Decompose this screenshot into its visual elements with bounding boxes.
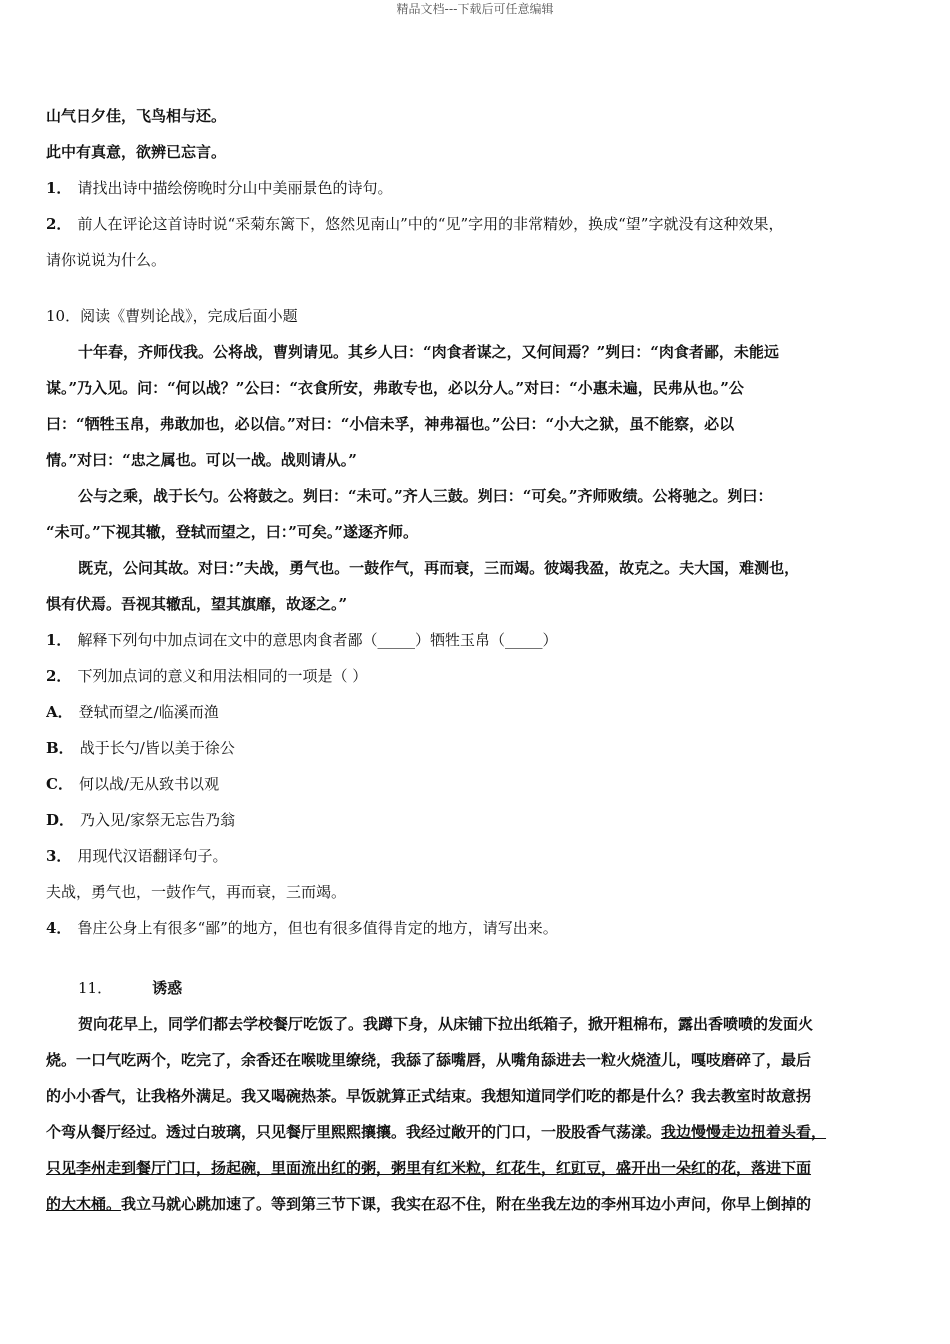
dotted-word: · 鄙	[347, 631, 362, 649]
option-text: 登轼	[78, 703, 109, 721]
passage-title: 诱惑	[152, 979, 183, 997]
poem-line-2: 此中有真意，欲辨已忘言。	[46, 143, 227, 161]
dotted-word: · 于	[190, 739, 205, 757]
question-number: 1．	[46, 631, 72, 649]
passage-line: 烧。一口气吃两个，吃完了，余香还在喉咙里缭绕，我舔了舔嘴唇，从嘴角舔进去一粒火烧渣儿，嘎吱磨碎了，最后	[46, 1051, 812, 1069]
document-body	[46, 98, 904, 1222]
passage-line	[46, 1150, 904, 1186]
passage-line: 既克，公问其故。对曰：”夫战，勇气也。一鼓作气，再而衰，三而竭。彼竭我盈，故克之。夫大国，难测也，	[78, 559, 800, 577]
option-label: A．	[46, 703, 73, 721]
passage-line: 十年春，齐师伐我。公将战，曹刿请见。其乡人曰：“肉食者谋之，又何间焉？”刿曰：“肉食者鄙，未能远	[78, 343, 779, 361]
option-a	[46, 694, 904, 730]
option-text: 渔	[203, 703, 219, 721]
dotted-word: · 乃	[80, 811, 95, 829]
question-number: 2．	[46, 667, 72, 685]
passage-line	[46, 1186, 904, 1222]
question-number: 3．	[46, 847, 72, 865]
question-number: 4．	[46, 919, 72, 937]
answer-blank: 牲玉帛（_____）	[445, 631, 558, 649]
option-c	[46, 766, 904, 802]
option-text: 观	[204, 775, 220, 793]
dotted-word: · 乃	[205, 811, 220, 829]
option-text: 入见/家祭无忘告	[95, 811, 206, 829]
question-text: 用现代汉语翻译句子。	[77, 847, 228, 865]
passage-line: 谋。”乃入见。问：“何以战？”公曰：“衣食所安，弗敢专也，必以分人。”对曰：“小惠未遍，民弗从也。”公	[46, 379, 744, 397]
question-9-1	[46, 170, 904, 206]
sub-question-3-text: 夫战，勇气也，一鼓作气，再而衰，三而竭。	[46, 883, 347, 901]
option-text: 翁	[220, 811, 236, 829]
question-text: 解释下列句中加点词在文中的意思肉食者	[77, 631, 348, 649]
passage-line: 公与之乘，战于长勺。公将鼓之。刿曰：“未可。”齐人三鼓。刿曰：“可矣。”齐师败绩。公将驰之。刿曰：	[78, 487, 773, 505]
question-9-2-cont: 请你说说为什么。	[46, 251, 167, 269]
option-text: 战/无从致书	[108, 775, 190, 793]
option-d	[46, 802, 904, 838]
dotted-word: · 牺	[430, 631, 445, 649]
question-number: 2．	[46, 215, 72, 233]
option-text: 何	[78, 775, 94, 793]
option-text: 望之/临溪	[123, 703, 189, 721]
passage-line: 曰：“牺牲玉帛，弗敢加也，必以信。”对曰：“小信未孚，神弗福也。”公曰：“小大之狱，虽不能察，必以	[46, 415, 735, 433]
sub-question-4	[46, 910, 904, 946]
passage-line: 惧有伏焉。吾视其辙乱，望其旗靡，故逐之。”	[46, 595, 348, 613]
dotted-word: · 以	[94, 775, 109, 793]
dotted-word: · 而	[109, 703, 124, 721]
passage-line: 情。”对曰：“忠之属也。可以一战。战则请从。”	[46, 451, 357, 469]
question-11-title	[46, 970, 904, 1006]
dotted-word: · 而	[189, 703, 204, 721]
underlined-text: 的大木桶。	[46, 1195, 122, 1213]
option-label: C．	[46, 775, 73, 793]
spacer	[46, 946, 904, 970]
option-b	[46, 730, 904, 766]
question-text: 下列加点词的意义和用法相同的一项是（ ）	[77, 667, 368, 685]
underlined-text: 只见李州走到餐厅门口，扬起碗，里面流出红的粥，粥里有红米粒，红花生，红豇豆，盛开出一朵红的花，落进下面	[46, 1159, 812, 1177]
sub-question-1	[46, 622, 904, 658]
dotted-word: · 于	[95, 739, 110, 757]
page-header: 精品文档---下载后可任意编辑	[396, 2, 554, 16]
question-number: 11．	[78, 979, 113, 997]
passage-text: 我立马就心跳加速了。等到第三节下课，我实在忍不住，附在坐我左边的李州耳边小声问，你早上倒掉的	[121, 1195, 812, 1213]
option-text: 徐公	[204, 739, 235, 757]
question-text: 鲁庄公身上有很多“鄙”的地方，但也有很多值得肯定的地方，请写出来。	[77, 919, 558, 937]
answer-blank: （_____）	[362, 631, 430, 649]
spacer	[46, 278, 904, 298]
passage-text: 个弯从餐厅经过。透过白玻璃，只见餐厅里熙熙攘攘。我经过敞开的门口，一股股香气荡漾。	[46, 1123, 662, 1141]
sub-question-3	[46, 838, 904, 874]
option-label: B．	[46, 739, 74, 757]
option-label: D．	[46, 811, 75, 829]
passage-line	[46, 1114, 904, 1150]
question-text: 前人在评论这首诗时说“采菊东篱下，悠然见南山”中的“见”字用的非常精妙，换成“望”字就没有这种效果，	[77, 215, 784, 233]
passage-line: 的小小香气，让我格外满足。我又喝碗热茶。早饭就算正式结束。我想知道同学们吃的都是什么？我去教室时故意拐	[46, 1087, 812, 1105]
option-text: 战	[79, 739, 95, 757]
question-number: 1．	[46, 179, 72, 197]
passage-line: “未可。”下视其辙，登轼而望之，曰：”可矣。”遂逐齐师。	[46, 523, 419, 541]
underlined-text: 我边慢慢走边扭着头看，	[661, 1123, 827, 1141]
question-9-2	[46, 206, 904, 242]
dotted-word: · 以	[189, 775, 204, 793]
passage-line: 贺向花早上，同学们都去学校餐厅吃饭了。我蹲下身，从床铺下拉出纸箱子，掀开粗棉布，露出香喷喷的发面火	[78, 1015, 814, 1033]
sub-question-2	[46, 658, 904, 694]
question-text: 请找出诗中描绘傍晚时分山中美丽景色的诗句。	[77, 179, 393, 197]
poem-line-1: 山气日夕佳，飞鸟相与还。	[46, 107, 227, 125]
option-text: 长勺/皆以美	[109, 739, 190, 757]
question-10-title: 10．阅读《曹刿论战》，完成后面小题	[46, 307, 298, 325]
